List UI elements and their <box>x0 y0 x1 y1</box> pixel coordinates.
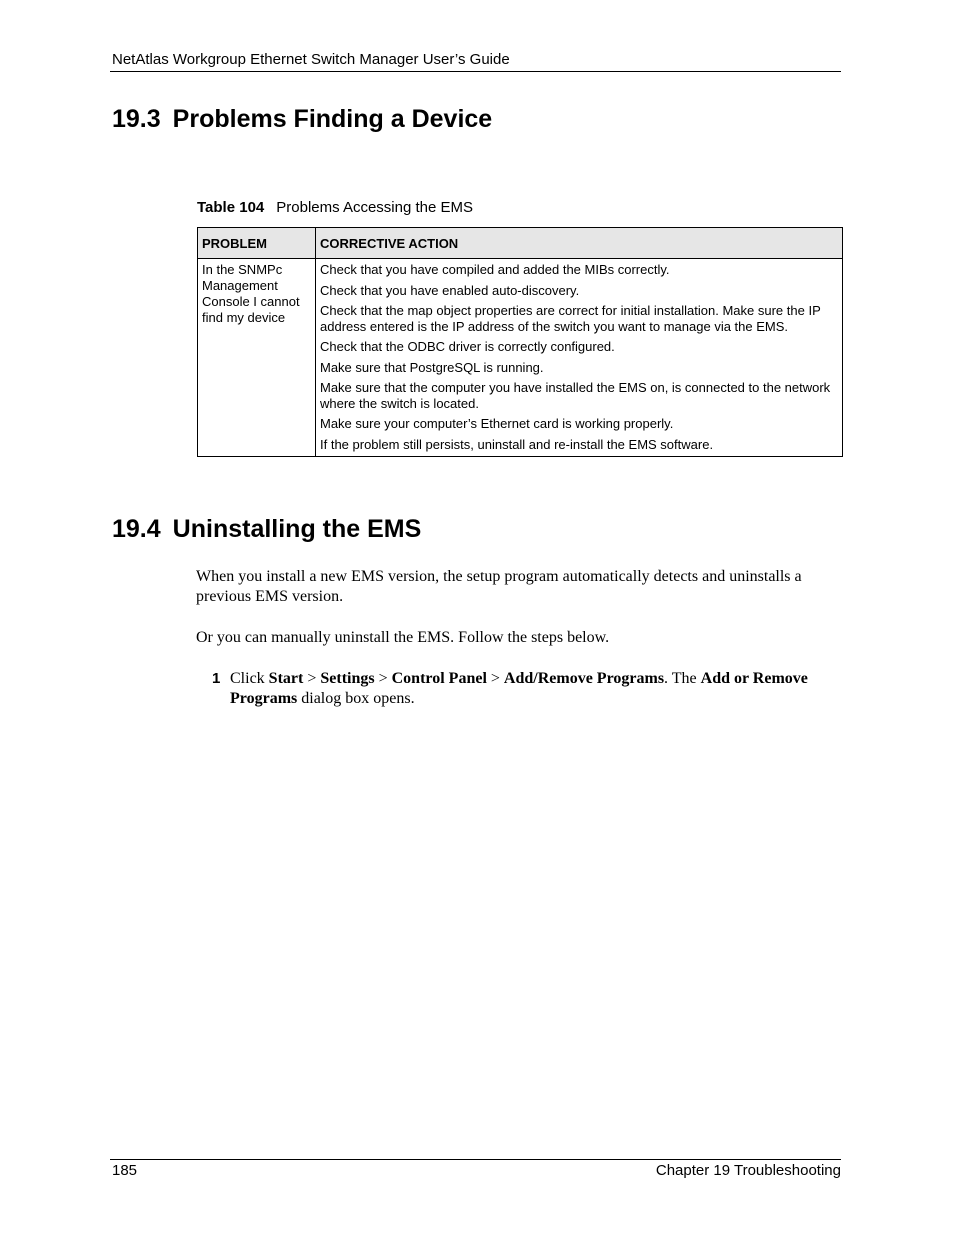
paragraph: When you install a new EMS version, the setup program automatically detects and uninstalls a previous EMS version. <box>196 568 802 605</box>
action-item: Check that the map object properties are correct for initial installation. Make sure the IP address entered is the IP address of the switch you want to manage via the EMS. <box>320 303 821 334</box>
table-header-row <box>198 228 843 259</box>
action-item: Check that you have compiled and added the MIBs correctly. <box>320 262 670 277</box>
problems-table <box>197 227 843 457</box>
step-text-run: . The <box>664 670 701 687</box>
action-item: If the problem still persists, uninstall and re-install the EMS software. <box>320 436 714 452</box>
step-item <box>212 669 852 709</box>
section-heading-19-4 <box>112 514 421 544</box>
header-problem: PROBLEM <box>198 228 316 259</box>
table-caption-label: Table 104 <box>197 199 265 216</box>
step-text <box>230 669 852 709</box>
menu-settings: Settings <box>320 670 375 687</box>
step-text-run: > <box>303 670 321 687</box>
section-number: 19.3 <box>112 105 161 133</box>
header-title: NetAtlas Workgroup Ethernet Switch Manager User’s Guide <box>112 51 510 68</box>
table-caption <box>197 199 473 217</box>
action-item: Check that the ODBC driver is correctly configured. <box>320 339 615 354</box>
header-rule <box>110 71 841 72</box>
section-title: Uninstalling the EMS <box>172 515 422 543</box>
footer-chapter: Chapter 19 Troubleshooting <box>655 1162 841 1179</box>
section-heading-19-3 <box>112 104 492 134</box>
table-row <box>198 259 843 457</box>
step-text-run: Click <box>230 670 269 687</box>
page-number: 185 <box>112 1162 138 1179</box>
menu-add-remove-programs: Add/Remove Programs <box>503 670 665 687</box>
table-caption-text: Problems Accessing the EMS <box>276 199 474 216</box>
menu-control-panel: Control Panel <box>391 670 487 687</box>
menu-start: Start <box>268 670 304 687</box>
dialog-name: Add or Remove Programs <box>230 670 808 707</box>
action-item: Make sure that the computer you have installed the EMS on, is connected to the network where the switch is located. <box>320 380 831 411</box>
step-number: 1 <box>212 670 221 687</box>
section-title: Problems Finding a Device <box>172 105 493 133</box>
footer-rule <box>110 1159 841 1160</box>
action-item: Check that you have enabled auto-discovery. <box>320 282 580 298</box>
paragraph: Or you can manually uninstall the EMS. Follow the steps below. <box>196 629 610 646</box>
header-corrective-action: CORRECTIVE ACTION <box>316 228 843 259</box>
step-text-run: dialog box opens. <box>297 690 415 707</box>
action-item: Make sure your computer’s Ethernet card is working properly. <box>320 416 674 431</box>
action-cell <box>316 259 843 457</box>
section-number: 19.4 <box>112 515 161 543</box>
problem-cell: In the SNMPc Management Console I cannot find my device <box>198 259 316 457</box>
action-item: Make sure that PostgreSQL is running. <box>320 359 544 375</box>
step-text-run: > <box>486 670 504 687</box>
step-text-run: > <box>374 670 392 687</box>
